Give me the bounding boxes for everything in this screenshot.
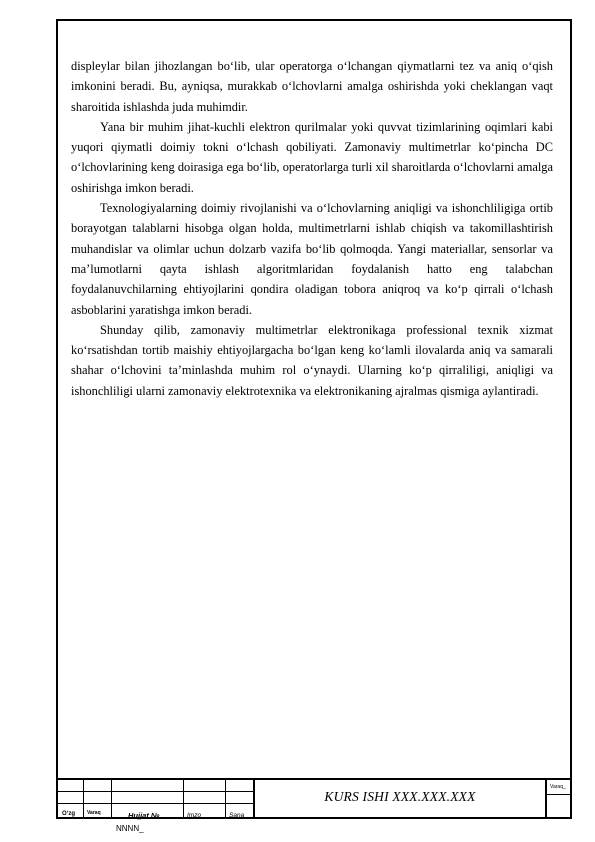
column-hujjat-label: Hujjat №	[128, 811, 160, 820]
column-imzo-label: Imzo	[187, 812, 202, 819]
tb-divider	[83, 780, 84, 819]
sana-underscore: _	[251, 813, 255, 819]
tb-divider	[225, 780, 226, 819]
tb-divider	[545, 780, 547, 819]
tb-row-line	[56, 803, 253, 804]
paragraph-1: displeylar bilan jihozlangan bo‘lib, ular operatorga o‘lchangan qiymatlarni tez va aniq o‘qish imkonini beradi. Bu, ayniqsa, murakkab o‘lchovlarni amalga oshirishda yoki cheklangan vaqt sharoitida ishlashda juda muhimdir.	[71, 59, 553, 114]
document-code: KURS ISHI XXX.XXX.XXX	[324, 789, 476, 804]
tb-divider	[111, 780, 112, 819]
tb-divider	[183, 780, 184, 819]
paragraph-2: Yana bir muhim jihat-kuchli elektron qurilmalar yoki quvvat tizimlarining oqimlari kabi yuqori qiymatli doimiy tokni o‘lchash qobiliyati. Zamonaviy multimetrlar ko‘pincha DC o‘lchovlarining keng doirasiga ega bo‘lib, operatorlarga turli xil sharoitlarda o‘lchovlarni amalga oshirishga imkon beradi.	[71, 119, 553, 195]
document-number: NNNN_	[116, 824, 144, 833]
paragraph-4: Shunday qilib, zamonaviy multimetrlar elektronikaga professional texnik xizmat ko‘rsatishdan tortib maishiy ehtiyojlargacha bo‘lgan keng ko‘lamli ilovalarda aniq va samarali shahar o‘lchovini ta’minlashda muhim rol o‘ynaydi. Ularning ko‘p qirraliligi, aniqligi va ishonchliligi ularni zamonaviy elektrotexnika va elektronikaning ajralmas qismiga aylantiradi.	[71, 322, 553, 398]
column-varaq-label: Varaq	[87, 810, 101, 816]
tb-row-line	[545, 794, 570, 795]
column-ozg-label: O‘zg	[62, 811, 75, 817]
sheet-label: Varaq_	[550, 784, 566, 790]
paragraph-3: Texnologiyalarning doimiy rivojlanishi va o‘lchovlarning aniqligi va ishonchliligiga ortib borayotgan talablarni hisobga olgan holda, multimetrlarni ishlab chiqish va takomillashtirish muhandislar va olimlar uchun dolzarb vazifa bo‘lib qolmoqda. Yangi materiallar, sensorlar va ma’lumotlarni qayta ishlash algoritmlaridan foydalanish hatto eng talabchan foydalanuvchilarning ehtiyojlarini qondira oladigan tobora aniqroq va ko‘p qirrali o‘lchash asboblarini yaratishga imkon beradi.	[71, 201, 553, 317]
tb-row-line	[56, 791, 253, 792]
document-body	[71, 56, 553, 401]
column-sana-label: Sana	[229, 812, 245, 819]
